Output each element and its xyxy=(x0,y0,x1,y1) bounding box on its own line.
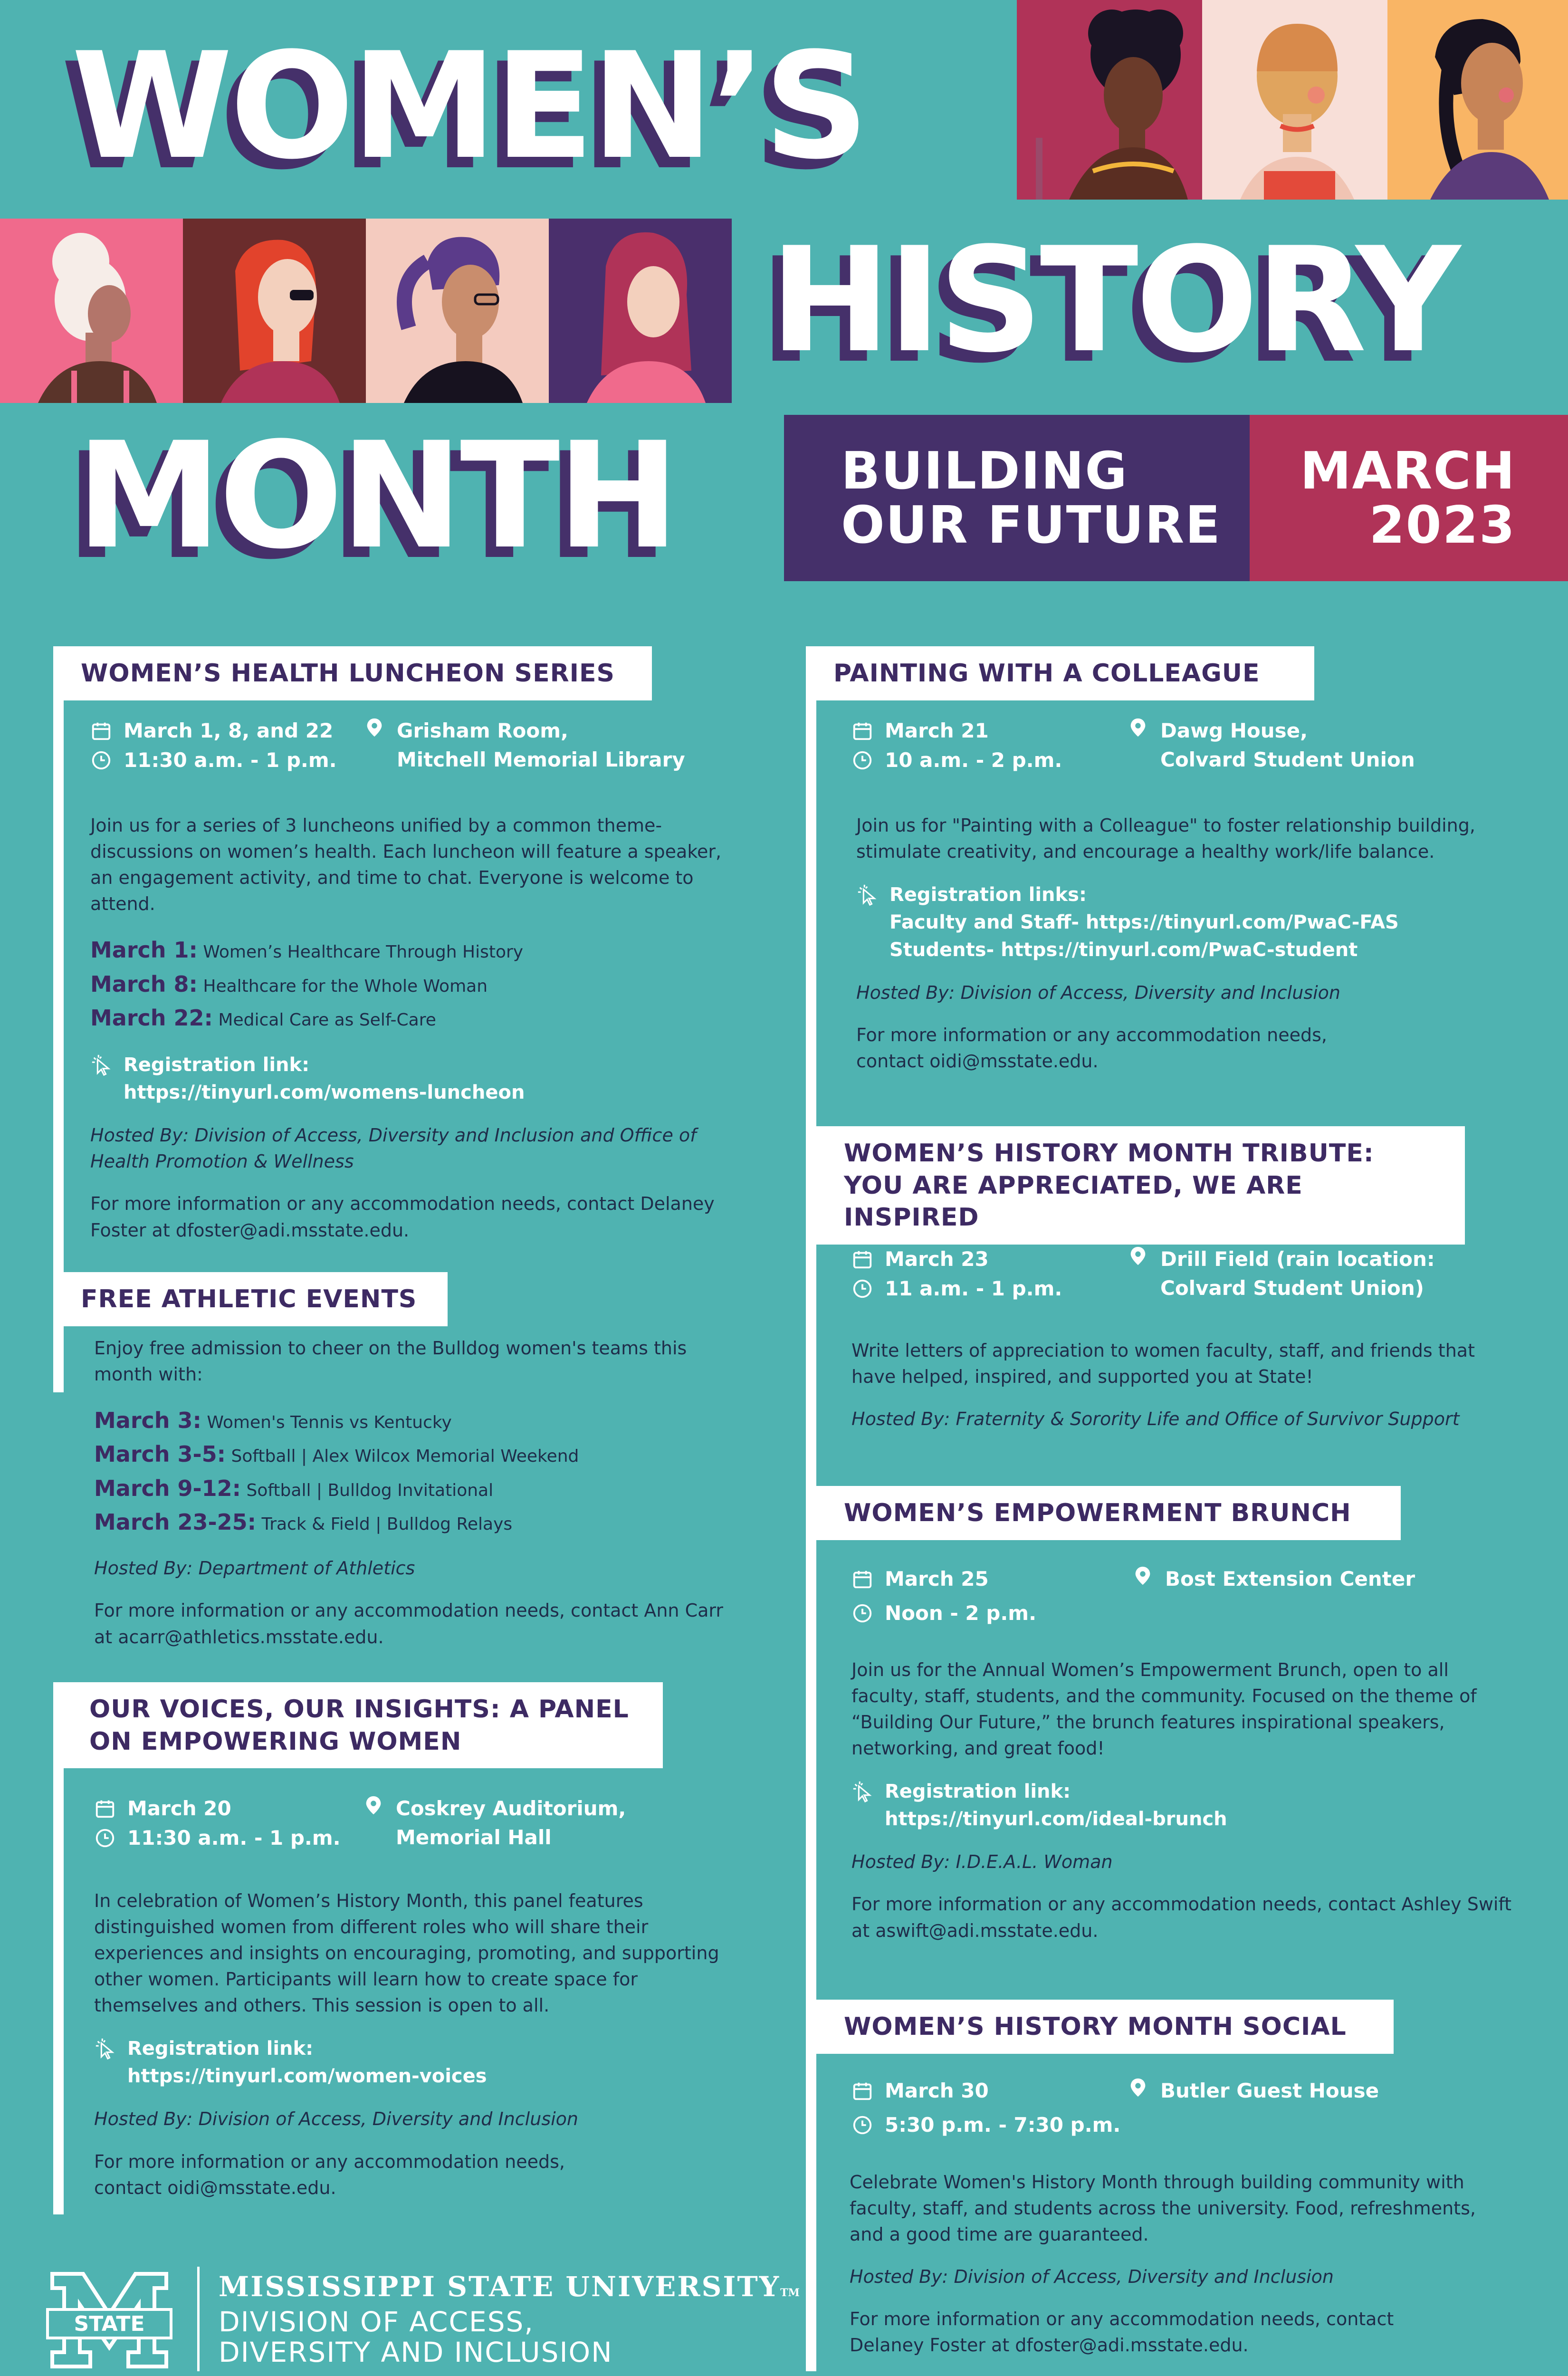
theme-text xyxy=(841,441,1222,556)
panel-reg-label: Registration link: xyxy=(127,2038,314,2060)
title-history: HISTORY xyxy=(770,216,1458,384)
tribute-heading xyxy=(816,1126,1465,1245)
title-month: MONTH xyxy=(76,411,677,581)
banner-month: MARCH xyxy=(1300,441,1516,501)
athletic-hosted: Hosted By: Department of Athletics xyxy=(94,1558,415,1579)
brunch-location-1: Bost Extension Center xyxy=(1165,1567,1415,1590)
brunch-reg-label: Registration link: xyxy=(885,1781,1071,1803)
footer-division-line-1: DIVISION OF ACCESS, xyxy=(219,2306,534,2338)
list-item: March 3-5: Softball | Alex Wilcox Memorial Weekend xyxy=(94,1441,579,1467)
portrait-woman-3 xyxy=(1387,0,1568,200)
clock-icon xyxy=(851,1278,873,1300)
calendar-icon xyxy=(851,1568,873,1590)
date-text xyxy=(1254,441,1516,556)
calendar-icon xyxy=(851,720,873,742)
panel-heading-line-2: ON EMPOWERING WOMEN xyxy=(89,1727,462,1756)
list-item: March 22: Medical Care as Self-Care xyxy=(90,1005,436,1031)
panel-heading-line-1: OUR VOICES, OUR INSIGHTS: A PANEL xyxy=(89,1695,629,1724)
luncheon-events xyxy=(90,933,722,1035)
brunch-registration xyxy=(851,1778,1512,1833)
tribute-date: March 23 xyxy=(885,1247,989,1271)
social-description: Celebrate Women's History Month through building community with faculty, staff, and students across the university. Food, refreshments, and a good time are guaranteed. xyxy=(850,2172,1476,2245)
panel-body xyxy=(94,1888,726,2217)
painting-reg-link-2[interactable]: Students- https://tinyurl.com/PwaC-student xyxy=(889,939,1358,961)
painting-reg-label: Registration links: xyxy=(889,884,1087,906)
clock-icon xyxy=(94,1827,116,1849)
theme-line-1: BUILDING xyxy=(841,441,1128,501)
portrait-woman-4 xyxy=(0,219,183,403)
social-location-1: Butler Guest House xyxy=(1160,2079,1379,2102)
footer-university-name: MISSISSIPPI STATE UNIVERSITY xyxy=(219,2271,781,2303)
panel-date: March 20 xyxy=(127,1797,231,1820)
portrait-woman-6 xyxy=(366,219,549,403)
right-rail xyxy=(806,646,816,2371)
map-pin-icon xyxy=(363,717,385,738)
luncheon-description: Join us for a series of 3 luncheons unified by a common theme- discussions on women’s health. Each luncheon will feature a speaker, an engagement activity, and time to chat. Everyone is welcome to attend. xyxy=(90,815,722,915)
social-time: 5:30 p.m. - 7:30 p.m. xyxy=(885,2113,1121,2136)
calendar-icon xyxy=(90,720,112,742)
tribute-body xyxy=(851,1338,1512,1448)
list-item: March 8: Healthcare for the Whole Woman xyxy=(90,971,488,997)
athletic-events xyxy=(94,1404,726,1539)
title-womens: WOMEN’S xyxy=(71,21,867,192)
list-item: March 3: Women's Tennis vs Kentucky xyxy=(94,1408,452,1434)
brunch-description: Join us for the Annual Women’s Empowerment Brunch, open to all faculty, staff, students, and the community. Focused on the theme of “Building Our Future,” the brunch features inspirational speakers, networking, and great food! xyxy=(851,1659,1477,1759)
clock-icon xyxy=(90,749,112,771)
luncheon-location-2: Mitchell Memorial Library xyxy=(397,747,685,771)
clock-icon xyxy=(851,2114,873,2136)
theme-line-2: OUR FUTURE xyxy=(841,496,1222,556)
footer-divider xyxy=(197,2267,200,2371)
pointer-click-icon xyxy=(856,884,878,906)
luncheon-time: 11:30 a.m. - 1 p.m. xyxy=(124,748,337,772)
tribute-heading-line-1: WOMEN’S HISTORY MONTH TRIBUTE: xyxy=(844,1139,1374,1168)
brunch-body xyxy=(851,1657,1512,1960)
painting-hosted: Hosted By: Division of Access, Diversity and Inclusion xyxy=(856,982,1341,1004)
list-item: March 1: Women’s Healthcare Through History xyxy=(90,937,524,963)
tribute-location-1: Drill Field (rain location: xyxy=(1160,1247,1435,1271)
tribute-heading-line-2: YOU ARE APPRECIATED, WE ARE INSPIRED xyxy=(844,1171,1303,1232)
list-item: March 23-25: Track & Field | Bulldog Relays xyxy=(94,1509,513,1535)
calendar-icon xyxy=(94,1798,116,1820)
luncheon-heading: WOMEN’S HEALTH LUNCHEON SERIES xyxy=(53,646,652,700)
luncheon-reg-label: Registration link: xyxy=(124,1054,310,1076)
tribute-hosted: Hosted By: Fraternity & Sorority Life and Office of Survivor Support xyxy=(851,1408,1460,1430)
panel-registration xyxy=(94,2035,726,2090)
social-heading: WOMEN’S HISTORY MONTH SOCIAL xyxy=(816,2000,1394,2054)
msu-logo xyxy=(38,2269,181,2371)
athletic-description: Enjoy free admission to cheer on the Bulldog women's teams this month with: xyxy=(94,1338,687,1385)
pointer-click-icon xyxy=(851,1781,873,1802)
panel-heading xyxy=(62,1682,663,1768)
map-pin-icon xyxy=(1132,1565,1154,1587)
map-pin-icon xyxy=(1127,717,1149,738)
athletic-body xyxy=(94,1335,726,1667)
painting-reg-link-1[interactable]: Faculty and Staff- https://tinyurl.com/PwaC-FAS xyxy=(889,911,1399,934)
athletic-heading: FREE ATHLETIC EVENTS xyxy=(53,1272,448,1326)
panel-reg-link[interactable]: https://tinyurl.com/women-voices xyxy=(127,2065,487,2088)
panel-location-2: Memorial Hall xyxy=(396,1825,552,1849)
brunch-time: Noon - 2 p.m. xyxy=(885,1601,1037,1625)
panel-location-1: Coskrey Auditorium, xyxy=(396,1797,626,1820)
tribute-description: Write letters of appreciation to women faculty, staff, and friends that have helped, inspired, and supported you at State! xyxy=(851,1340,1475,1388)
brunch-hosted: Hosted By: I.D.E.A.L. Woman xyxy=(851,1851,1113,1873)
luncheon-contact: For more information or any accommodation needs, contact Delaney Foster at dfoster@adi.msstate.edu. xyxy=(90,1193,715,1241)
footer-university xyxy=(219,2271,800,2303)
banner-year: 2023 xyxy=(1369,496,1516,556)
painting-contact: For more information or any accommodation needs, contact oidi@msstate.edu. xyxy=(856,1025,1327,1072)
luncheon-registration xyxy=(90,1051,722,1106)
map-pin-icon xyxy=(1127,2077,1149,2098)
social-date: March 30 xyxy=(885,2079,989,2102)
tribute-time: 11 a.m. - 1 p.m. xyxy=(885,1277,1062,1300)
portrait-woman-2 xyxy=(1202,0,1387,200)
social-contact: For more information or any accommodation needs, contact Delaney Foster at dfoster@adi.msstate.edu. xyxy=(850,2309,1394,2356)
clock-icon xyxy=(851,749,873,771)
pointer-click-icon xyxy=(90,1054,112,1076)
calendar-icon xyxy=(851,2080,873,2102)
brunch-heading: WOMEN’S EMPOWERMENT BRUNCH xyxy=(816,1486,1401,1540)
portrait-woman-5 xyxy=(183,219,366,403)
painting-description: Join us for "Painting with a Colleague" to foster relationship building, stimulate creativity, and encourage a healthy work/life balance. xyxy=(856,815,1475,862)
footer-division xyxy=(219,2307,613,2368)
luncheon-body xyxy=(90,813,722,1260)
pointer-click-icon xyxy=(94,2038,116,2060)
athletic-contact: For more information or any accommodation needs, contact Ann Carr at acarr@athletics.msstate.edu. xyxy=(94,1600,723,1648)
footer-tm: TM xyxy=(780,2287,800,2299)
painting-location-2: Colvard Student Union xyxy=(1160,747,1415,771)
social-hosted: Hosted By: Division of Access, Diversity and Inclusion xyxy=(850,2266,1334,2288)
map-pin-icon xyxy=(363,1794,384,1816)
clock-icon xyxy=(851,1602,873,1624)
painting-location-1: Dawg House, xyxy=(1160,719,1308,742)
panel-contact: For more information or any accommodation needs, contact oidi@msstate.edu. xyxy=(94,2151,565,2198)
painting-body xyxy=(856,813,1512,1091)
panel-hosted: Hosted By: Division of Access, Diversity and Inclusion xyxy=(94,2108,579,2130)
portrait-woman-7 xyxy=(549,219,732,403)
luncheon-reg-link[interactable]: https://tinyurl.com/womens-luncheon xyxy=(124,1082,525,1104)
calendar-icon xyxy=(851,1248,873,1270)
luncheon-hosted: Hosted By: Division of Access, Diversity and Inclusion and Office of Health Promotion & Wellness xyxy=(90,1125,697,1172)
brunch-contact: For more information or any accommodation needs, contact Ashley Swift at aswift@adi.msstate.edu. xyxy=(851,1894,1512,1941)
painting-heading: PAINTING WITH A COLLEAGUE xyxy=(806,646,1314,700)
list-item: March 9-12: Softball | Bulldog Invitational xyxy=(94,1475,494,1501)
logo-state-text: STATE xyxy=(74,2312,145,2336)
social-body xyxy=(850,2169,1482,2375)
luncheon-date: March 1, 8, and 22 xyxy=(124,719,334,742)
painting-registration xyxy=(856,881,1512,964)
footer-division-line-2: DIVERSITY AND INCLUSION xyxy=(219,2336,613,2368)
painting-date: March 21 xyxy=(885,719,989,742)
portrait-woman-1 xyxy=(1017,0,1202,200)
panel-time: 11:30 a.m. - 1 p.m. xyxy=(127,1826,341,1849)
brunch-date: March 25 xyxy=(885,1567,989,1590)
tribute-location-2: Colvard Student Union) xyxy=(1160,1276,1424,1300)
painting-time: 10 a.m. - 2 p.m. xyxy=(885,748,1062,772)
brunch-reg-link[interactable]: https://tinyurl.com/ideal-brunch xyxy=(885,1808,1227,1830)
map-pin-icon xyxy=(1127,1245,1149,1267)
panel-description: In celebration of Women’s History Month, this panel features distinguished women from different roles who will share their experiences and insights on encouraging, promoting, and supporting other women. Participants will learn how to create space for themselves and others. This session is open to all. xyxy=(94,1890,719,2016)
luncheon-location-1: Grisham Room, xyxy=(397,719,568,742)
